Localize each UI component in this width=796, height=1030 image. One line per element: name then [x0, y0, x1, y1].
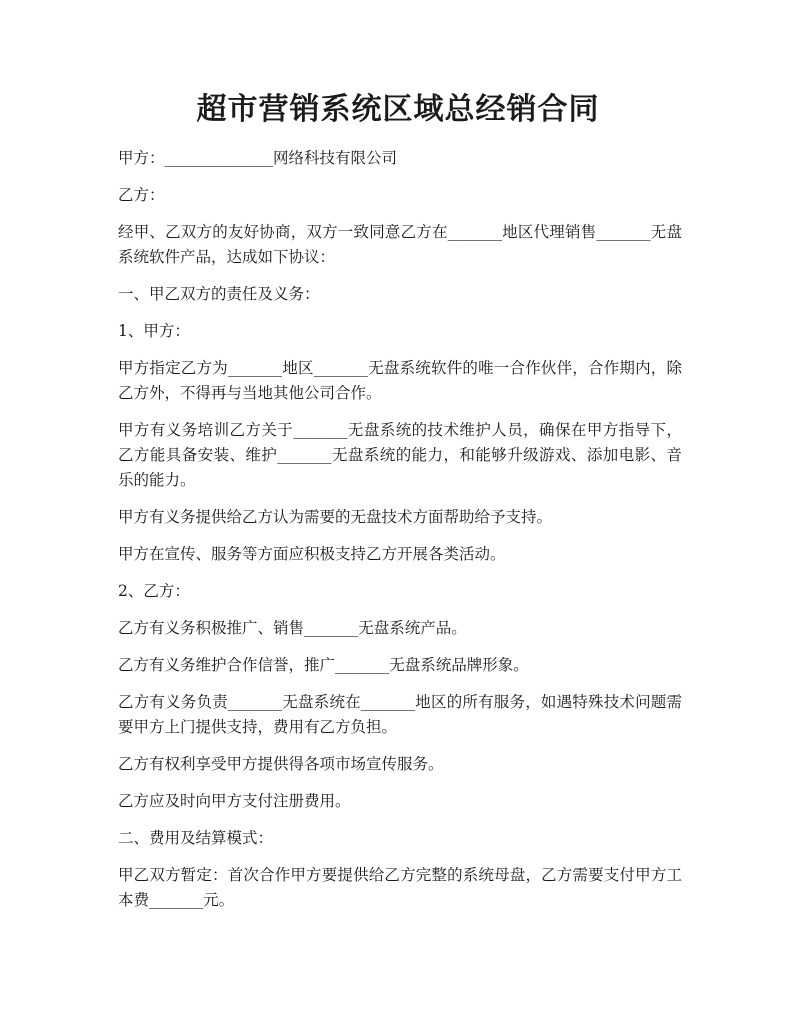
- subsection-heading-party-a: 1、甲方：: [118, 322, 190, 340]
- section-heading-fees: 二、费用及结算模式：: [118, 829, 274, 847]
- clause-paragraph: 乙方有义务维护合作信誉，推广_______无盘系统品牌形象。: [118, 656, 529, 674]
- clause-paragraph: 甲方指定乙方为_______地区_______无盘系统软件的唯一合作伙伴，合作期内，除乙方外，不得再与当地其他公司合作。: [118, 359, 682, 402]
- clause-paragraph: 乙方有权利享受甲方提供得各项市场宣传服务。: [118, 755, 444, 773]
- document-body: [118, 146, 682, 925]
- subsection-heading-party-b: 2、乙方：: [118, 582, 190, 600]
- preamble-paragraph: 经甲、乙双方的友好协商，双方一致同意乙方在_______地区代理销售_______无盘系统软件产品，达成如下协议：: [118, 223, 682, 266]
- document-title: 超市营销系统区域总经销合同: [196, 92, 600, 127]
- clause-paragraph: 乙方有义务负责_______无盘系统在_______地区的所有服务，如遇特殊技术问题需要甲方上门提供支持，费用有乙方负担。: [118, 693, 682, 736]
- clause-paragraph: 甲方有义务培训乙方关于_______无盘系统的技术维护人员，确保在甲方指导下，乙方能具备安装、维护_______无盘系统的能力，和能够升级游戏、添加电影、音乐的能力。: [118, 421, 682, 489]
- clause-paragraph: 甲方有义务提供给乙方认为需要的无盘技术方面帮助给予支持。: [118, 508, 553, 526]
- section-heading-responsibilities: 一、甲乙双方的责任及义务：: [118, 285, 320, 303]
- party-b-line: 乙方：: [118, 186, 165, 204]
- clause-paragraph: 乙方应及时向甲方支付注册费用。: [118, 792, 351, 810]
- clause-paragraph: 甲方在宣传、服务等方面应积极支持乙方开展各类活动。: [118, 545, 506, 563]
- clause-paragraph: 甲乙双方暂定：首次合作甲方要提供给乙方完整的系统母盘，乙方需要支付甲方工本费_______元。: [118, 866, 682, 909]
- clause-paragraph: 乙方有义务积极推广、销售_______无盘系统产品。: [118, 619, 467, 637]
- party-a-line: 甲方：______________网络科技有限公司: [118, 149, 398, 167]
